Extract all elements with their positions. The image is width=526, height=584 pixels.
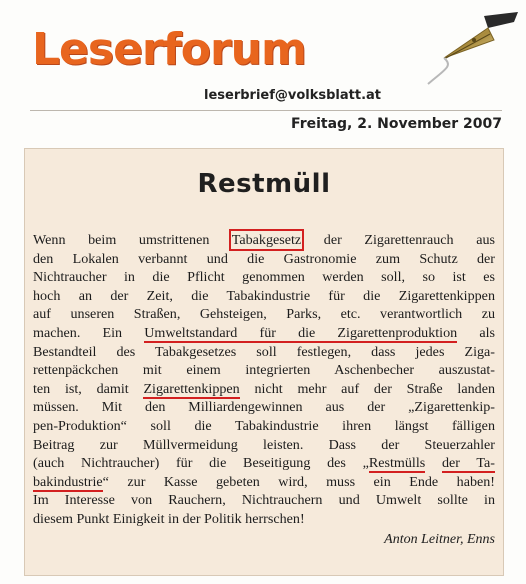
underlined-phrase: bakindustrie	[33, 473, 103, 490]
text-segment: der Zigarettenrauch aus	[301, 232, 495, 248]
letter-box	[24, 148, 504, 576]
text-line: pen-Produktion“ soll die Tabakindustrie ihren längst fälligen	[33, 417, 495, 434]
text-line	[33, 380, 495, 399]
text-line	[33, 473, 495, 492]
date-divider	[30, 110, 502, 111]
text-line: rettenpäckchen mit einem integrierten Aschenbecher auszustat-	[33, 362, 495, 379]
text-segment: nicht mehr auf der Straße landen	[239, 380, 496, 397]
text-segment	[425, 455, 442, 471]
email-address: leserbrief@volksblatt.at	[204, 88, 382, 103]
underlined-phrase: Restmülls	[368, 455, 426, 472]
article-body	[33, 231, 495, 529]
text-line: hoch an der Zeit, die Tabakindustrie für die Zigarettenkippen	[33, 287, 495, 304]
text-segment: Wenn beim umstrittenen	[33, 232, 232, 248]
text-segment: als	[457, 324, 495, 341]
masthead: Leserforum	[32, 24, 306, 75]
text-line: diesem Punkt Einigkeit in der Politik herrschen!	[33, 510, 305, 527]
text-line	[33, 324, 495, 343]
text-line	[33, 454, 495, 473]
header	[24, 10, 504, 110]
fountain-pen-icon	[424, 10, 520, 90]
text-line: auf unseren Straßen, Gehsteigen, Parks, etc. verantwortlich zu	[33, 306, 495, 323]
text-line: Im Interesse von Rauchern, Nichtrauchern und Umwelt sollte in	[33, 492, 495, 509]
highlight-box: Tabakgesetz	[231, 232, 302, 248]
text-line: Beitrag zur Müllvermeidung leisten. Dass der Steuerzahler	[33, 436, 495, 453]
underlined-phrase: Zigarettenkippen	[143, 380, 240, 397]
underlined-phrase: der Ta-	[441, 455, 495, 472]
text-segment: “ zur Kasse gebeten wird, muss ein Ende haben!	[102, 473, 495, 490]
text-segment: (auch Nichtraucher) für die Beseitigung des „	[33, 455, 369, 472]
text-line	[33, 231, 495, 250]
article-title: Restmüll	[197, 169, 331, 199]
text-segment: machen. Ein	[33, 324, 145, 341]
underlined-phrase: Umweltstandard für die Zigarettenproduktion	[144, 324, 458, 341]
author-signature: Anton Leitner, Enns	[384, 532, 495, 547]
text-line: Bestandteil des Tabakgesetzes soll festlegen, dass jedes Ziga-	[33, 343, 495, 360]
text-segment: ten ist, damit	[33, 380, 144, 397]
text-line: müssen. Mit den Milliardengewinnen aus der „Zigarettenkip-	[33, 399, 495, 416]
text-line: den Lokalen verbannt und die Gastronomie zum Schutz der	[33, 250, 495, 267]
text-line: Nichtraucher in die Pflicht genommen werden soll, so ist es	[33, 269, 495, 286]
issue-date: Freitag, 2. November 2007	[291, 116, 502, 132]
